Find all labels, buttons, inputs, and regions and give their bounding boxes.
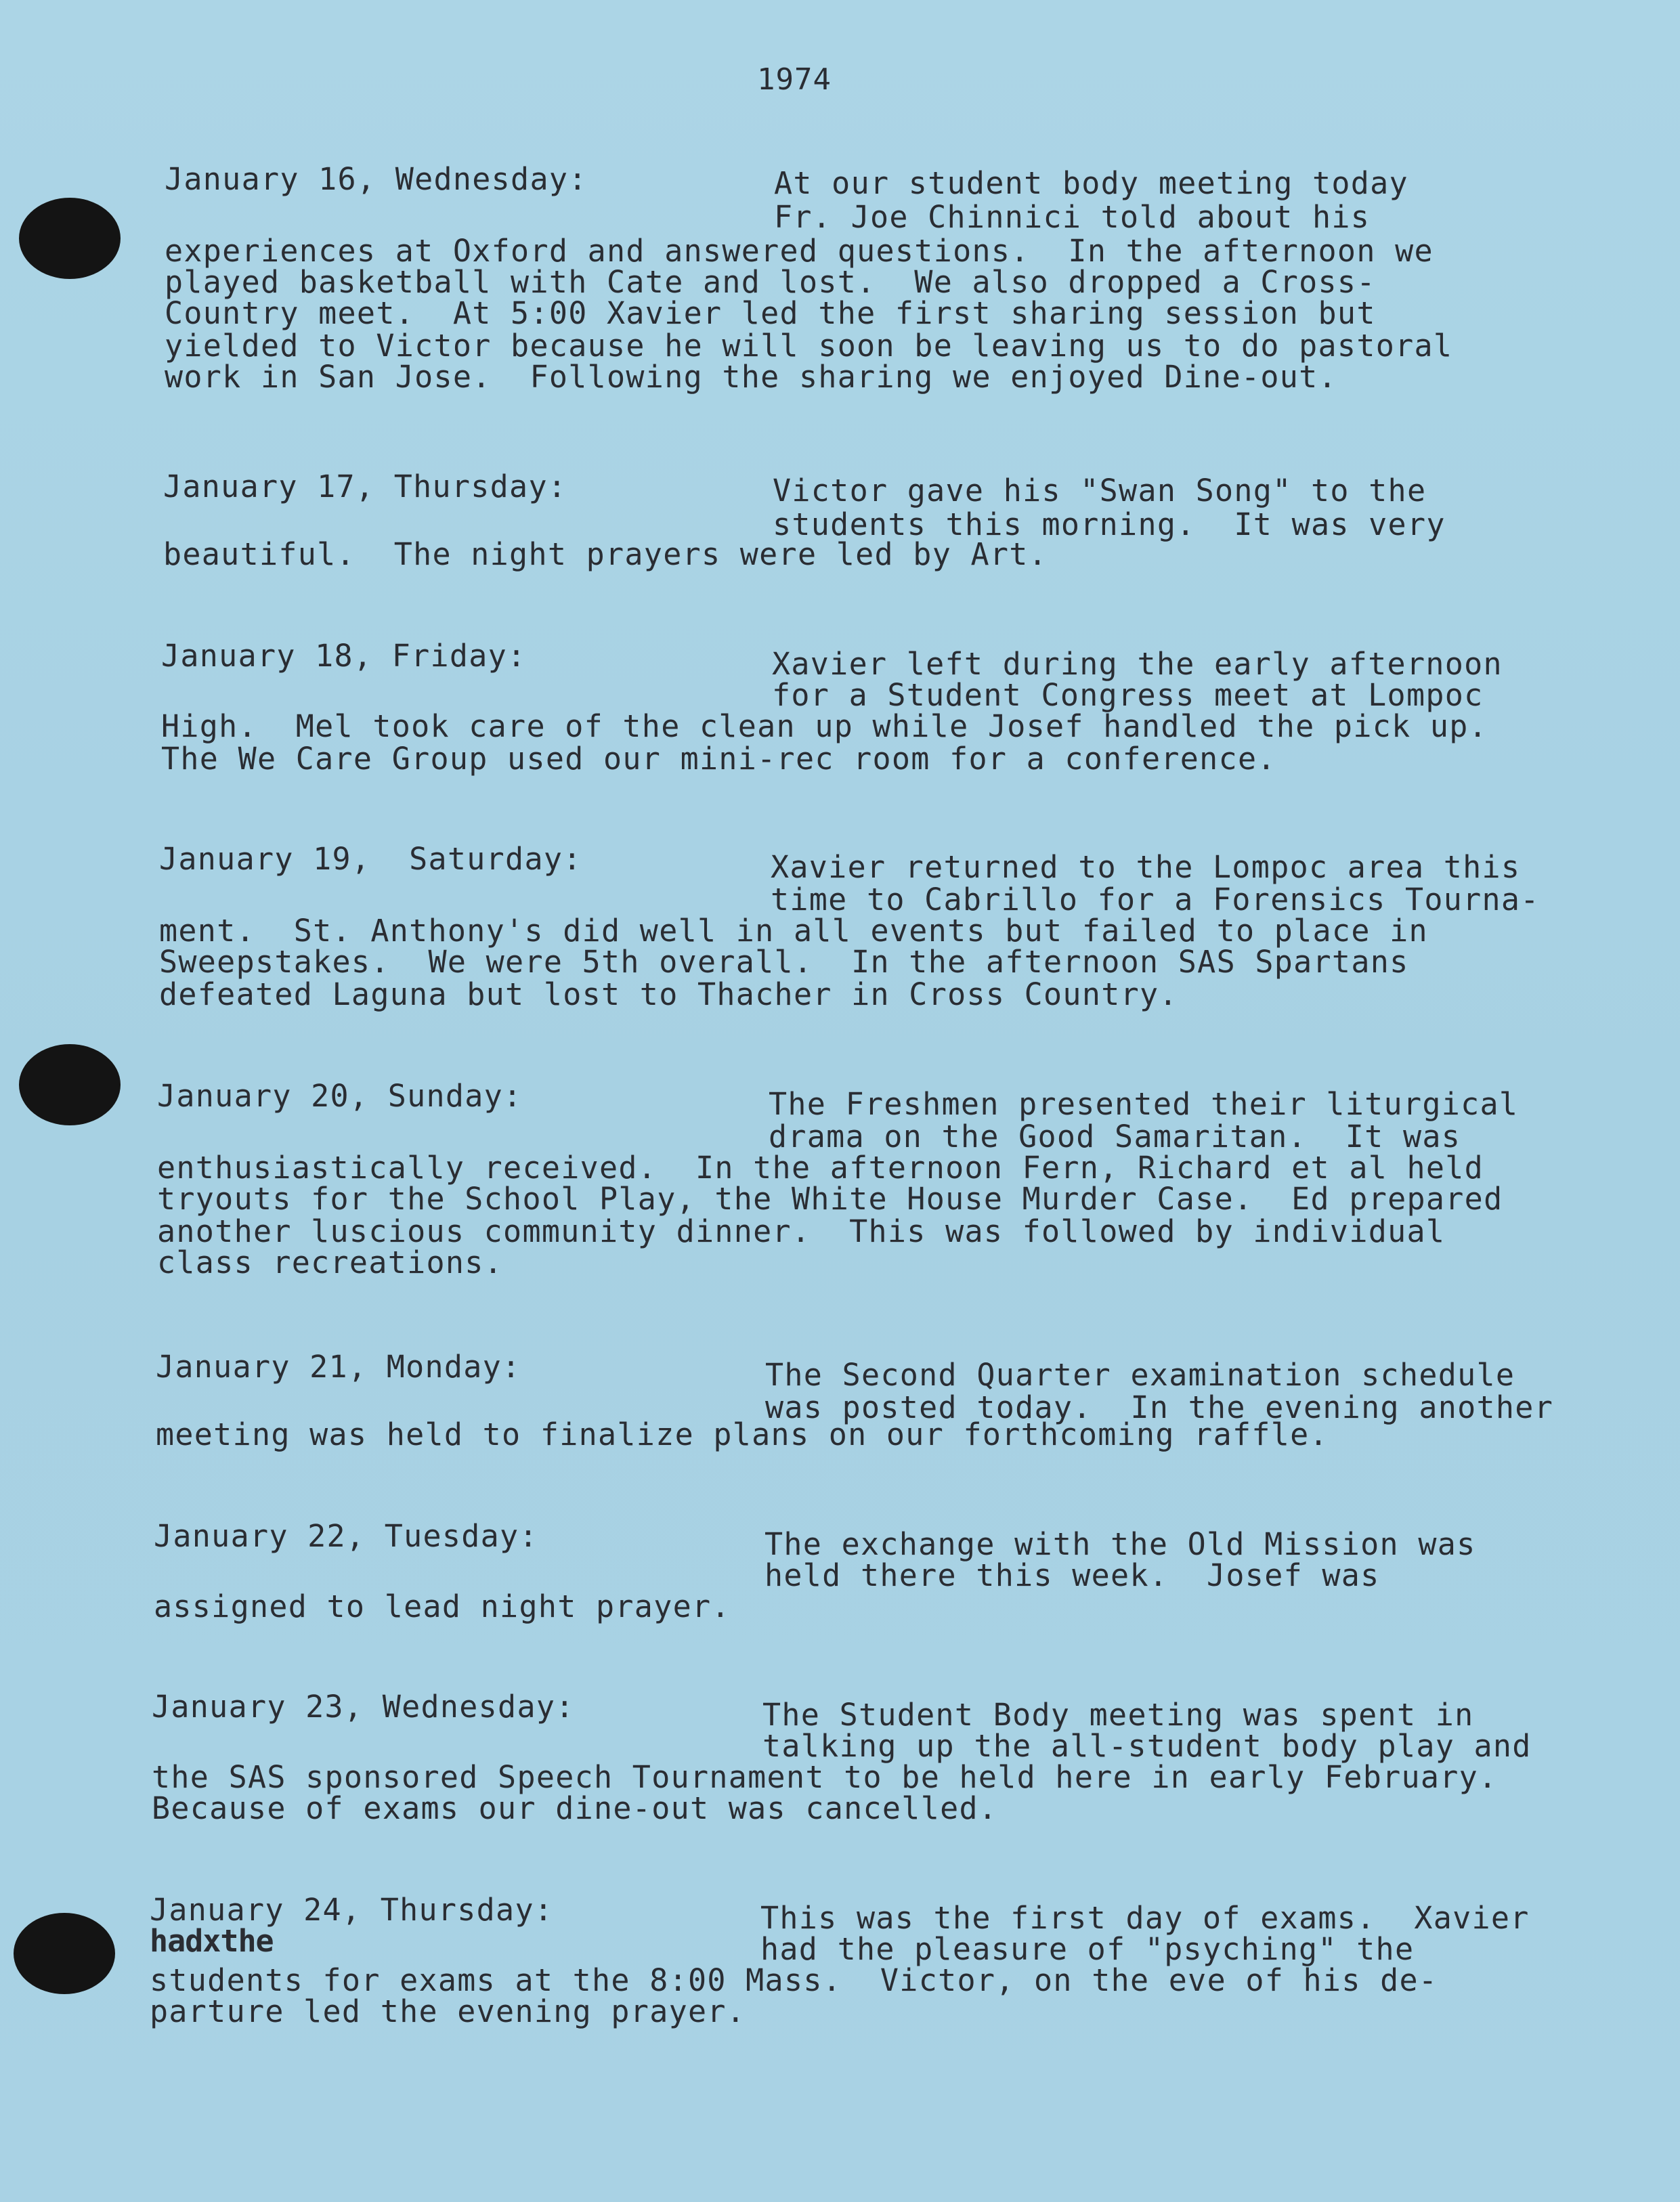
entry-text-line: for a Student Congress meet at Lompoc (772, 677, 1484, 713)
entry-text-line: Sweepstakes. We were 5th overall. In the afternoon SAS Spartans (159, 944, 1409, 980)
entry-text-line: Country meet. At 5:00 Xavier led the first sharing session but (165, 295, 1376, 331)
entry-text-line: played basketball with Cate and lost. We also dropped a Cross- (165, 264, 1376, 300)
entry-text-line: drama on the Good Samaritan. It was (769, 1119, 1461, 1154)
entry-date: January 21, Monday: (156, 1349, 521, 1385)
page-year: 1974 (757, 62, 832, 97)
entry-text-line: The exchange with the Old Mission was (764, 1526, 1476, 1562)
entry-text-line: experiences at Oxford and answered questions. In the afternoon we (165, 233, 1434, 269)
entry-text-line: Xavier left during the early afternoon (772, 646, 1503, 682)
entry-text-line: had the pleasure of "psyching" the (760, 1931, 1415, 1967)
entry-text-line: students this morning. It was very (773, 506, 1446, 542)
entry-text-line: time to Cabrillo for a Forensics Tourna- (771, 882, 1540, 918)
entry-text-line: defeated Laguna but lost to Thacher in Cross Country. (159, 976, 1178, 1012)
entry-date: January 22, Tuesday: (154, 1518, 538, 1554)
entry-text-line: The Student Body meeting was spent in (762, 1697, 1474, 1733)
entry-text-line: Victor gave his "Swan Song" to the (773, 473, 1427, 509)
entry-text-line: another luscious community dinner. This was followed by individual (157, 1213, 1446, 1249)
entry-date: January 16, Wednesday: (165, 161, 588, 197)
punch-hole (14, 1913, 115, 1994)
entry-text-line: The Freshmen presented their liturgical (769, 1086, 1519, 1122)
entry-text-line: tryouts for the School Play, the White House Murder Case. Ed prepared (157, 1181, 1503, 1217)
struck-text: hadxthe (150, 1923, 274, 1959)
entry-date: January 24, Thursday: (150, 1892, 554, 1928)
entry-text-line: Fr. Joe Chinnici told about his (774, 199, 1371, 235)
punch-hole (19, 1044, 121, 1125)
entry-text-line: High. Mel took care of the clean up while Josef handled the pick up. (161, 708, 1488, 744)
entry-text-line: students for exams at the 8:00 Mass. Victor, on the eve of his de- (150, 1962, 1438, 1998)
entry-text-line: This was the first day of exams. Xavier (760, 1900, 1530, 1936)
entry-date: January 19, Saturday: (159, 841, 582, 877)
entry-text-line: class recreations. (157, 1245, 504, 1280)
entry-date: January 18, Friday: (161, 638, 527, 674)
entry-text-line: the SAS sponsored Speech Tournament to be held here in early February. (152, 1759, 1498, 1795)
entry-text-line: work in San Jose. Following the sharing we enjoyed Dine-out. (165, 359, 1337, 395)
entry-text-line: yielded to Victor because he will soon be leaving us to do pastoral (165, 328, 1453, 364)
entry-text-line: Xavier returned to the Lompoc area this (771, 849, 1521, 885)
entry-text-line: meeting was held to finalize plans on our forthcoming raffle. (156, 1417, 1329, 1452)
entry-text-line: enthusiastically received. In the afternoon Fern, Richard et al held (157, 1150, 1484, 1186)
entry-date: January 23, Wednesday: (152, 1689, 575, 1725)
entry-text-line: was posted today. In the evening another (765, 1389, 1554, 1425)
entry-text-line: beautiful. The night prayers were led by Art. (163, 536, 1048, 572)
entry-text-line: parture led the evening prayer. (150, 1993, 746, 2029)
entry-text-line: talking up the all-student body play and (762, 1728, 1532, 1764)
entry-date: January 17, Thursday: (163, 469, 567, 504)
entry-text-line: At our student body meeting today (774, 165, 1408, 201)
entry-text-line: The We Care Group used our mini-rec room for a conference. (161, 741, 1276, 777)
punch-hole (19, 198, 121, 279)
entry-date: January 20, Sunday: (157, 1078, 523, 1114)
entry-text-line: Because of exams our dine-out was cancelled. (152, 1790, 998, 1826)
entry-text-line: held there this week. Josef was (764, 1557, 1380, 1593)
entry-text-line: The Second Quarter examination schedule (765, 1357, 1515, 1393)
entry-text-line: ment. St. Anthony's did well in all events but failed to place in (159, 913, 1428, 949)
entry-text-line: assigned to lead night prayer. (154, 1589, 731, 1624)
